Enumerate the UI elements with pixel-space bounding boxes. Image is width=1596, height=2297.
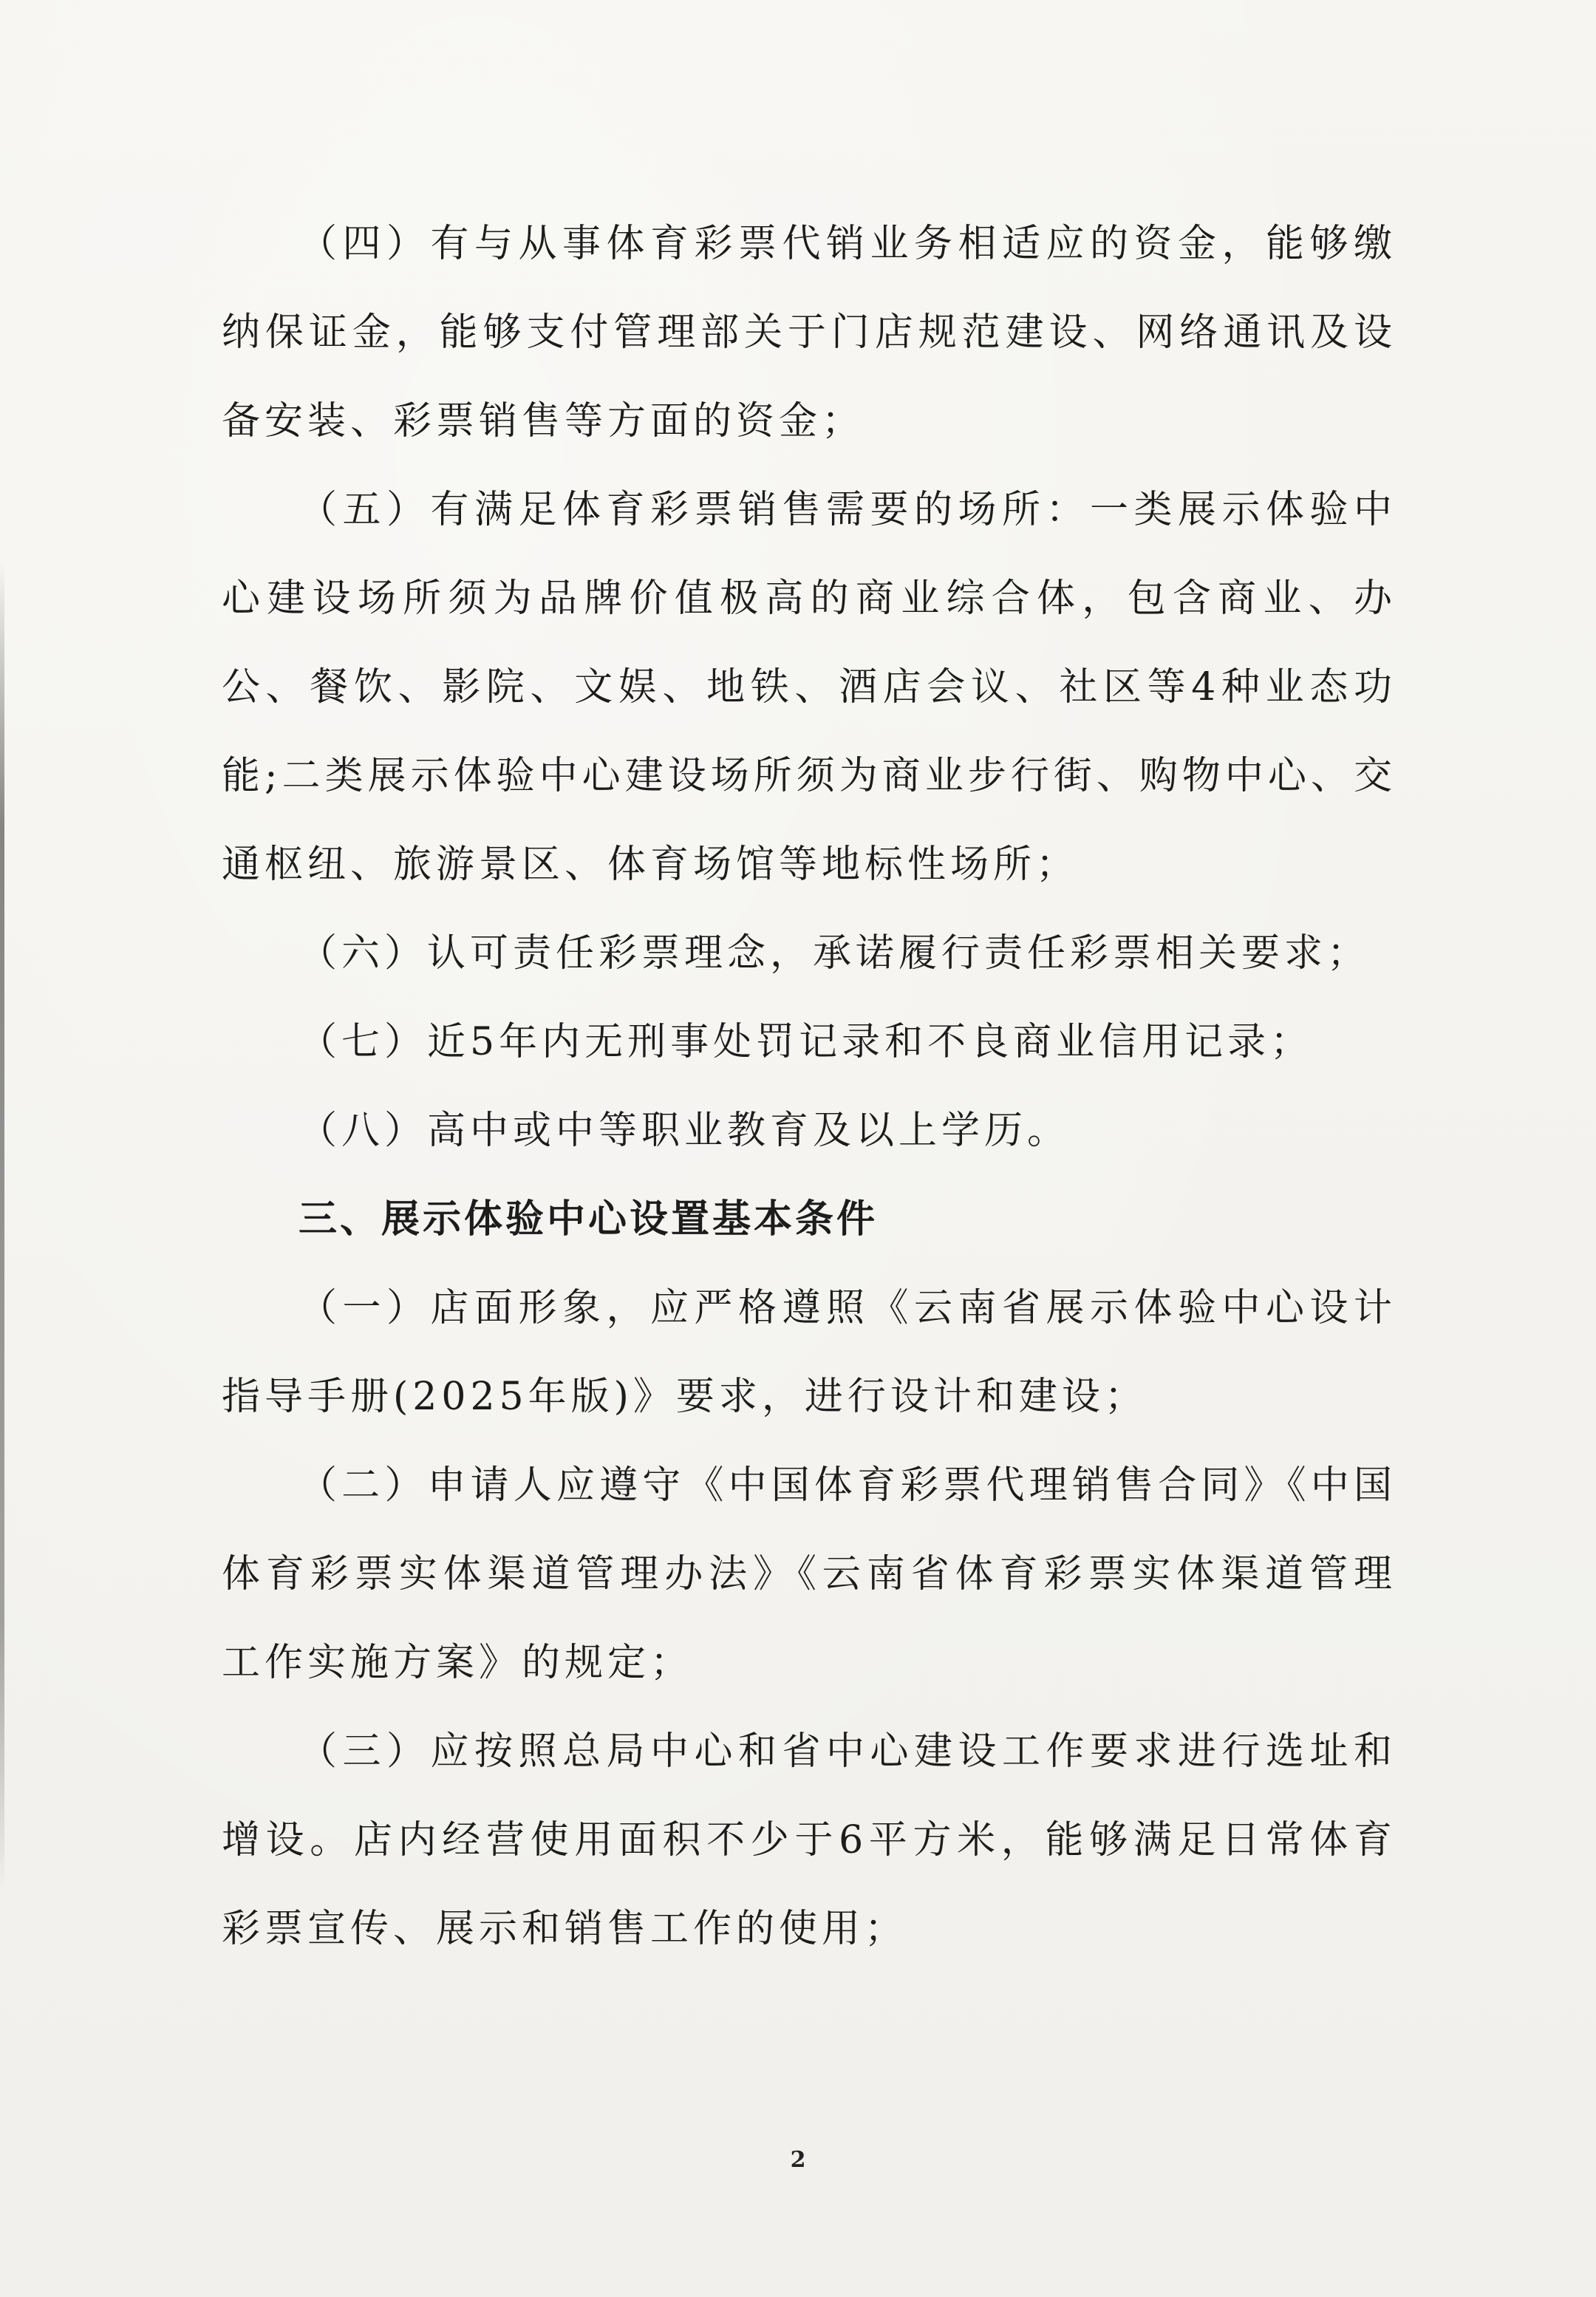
page-number: 2 (790, 2147, 806, 2173)
paragraph-item-6: （六）认可责任彩票理念，承诺履行责任彩票相关要求； (299, 931, 1371, 976)
scan-edge-shadow (0, 562, 4, 1892)
paragraph-item-8: （八）高中或中等职业教育及以上学历。 (299, 1109, 1071, 1153)
paragraph-condition-2: （二）申请人应遵守《中国体育彩票代理销售合同》《中国体育彩票实体渠道管理办法》《云南省体育彩票实体渠道管理工作实施方案》的规定； (222, 1463, 1396, 1685)
paragraph-item-5: （五）有满足体育彩票销售需要的场所：一类展示体验中心建设场所须为品牌价值极高的商业综合体，包含商业、办公、餐饮、影院、文娱、地铁、酒店会议、社区等4种业态功能;二类展示体验中心建设场所须为商业步行街、购物中心、交通枢纽、旅游景区、体育场馆等地标性场所； (222, 488, 1396, 887)
section-heading-3: 三、展示体验中心设置基本条件 (299, 1197, 879, 1242)
paragraph-item-4: （四）有与从事体育彩票代销业务相适应的资金，能够缴纳保证金，能够支付管理部关于门店规范建设、网络通讯及设备安装、彩票销售等方面的资金； (222, 222, 1396, 443)
paragraph-condition-3: （三）应按照总局中心和省中心建设工作要求进行选址和增设。店内经营使用面积不少于6平方米，能够满足日常体育彩票宣传、展示和销售工作的使用； (222, 1729, 1396, 1951)
document-body (222, 200, 1396, 1973)
paragraph-item-7: （七）近5年内无刑事处罚记录和不良商业信用记录； (299, 1020, 1314, 1064)
paragraph-condition-1: （一）店面形象，应严格遵照《云南省展示体验中心设计指导手册(2025年版)》要求，进行设计和建设； (222, 1286, 1396, 1419)
